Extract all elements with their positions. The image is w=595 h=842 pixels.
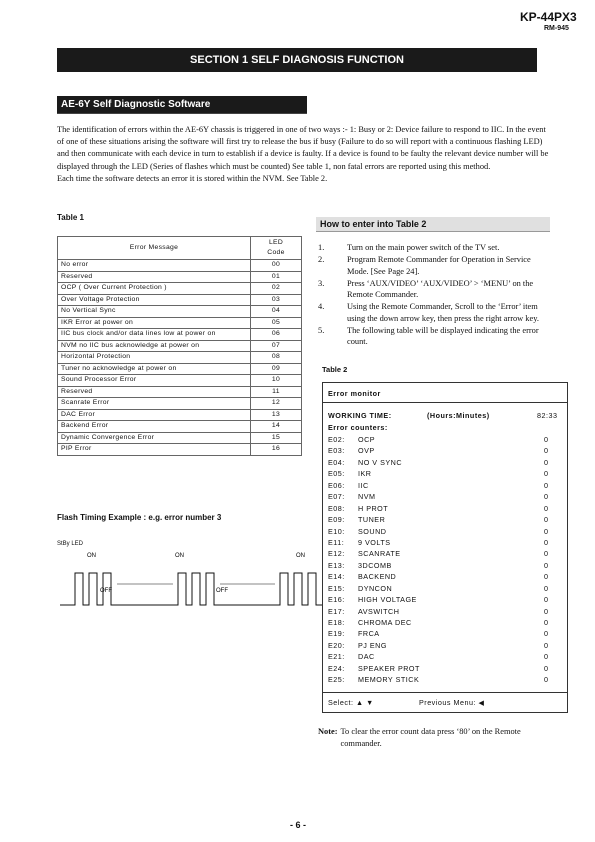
led-code-cell: 11 (251, 386, 302, 398)
error-code: E06: (328, 480, 345, 490)
error-code: E03: (328, 446, 345, 456)
error-count: 0 (544, 629, 549, 639)
previous-menu-hint (419, 698, 484, 707)
table-row (58, 260, 302, 272)
error-code: E05: (328, 469, 345, 479)
error-code: E16: (328, 595, 345, 605)
error-name: TUNER (358, 515, 386, 525)
page-number: - 6 - (290, 820, 307, 830)
remote-model: RM-945 (544, 25, 569, 32)
led-code-cell: 08 (251, 352, 302, 364)
step-number: 2. (318, 255, 325, 265)
error-message-cell: Dynamic Convergence Error (58, 432, 251, 444)
error-count: 0 (544, 572, 549, 582)
table-row (58, 294, 302, 306)
led-code-cell: 12 (251, 398, 302, 410)
how-to-steps (318, 242, 553, 349)
table1-label: Table 1 (57, 213, 84, 222)
error-count: 0 (544, 618, 549, 627)
error-count: 0 (544, 515, 549, 525)
error-counter-row (328, 606, 563, 617)
led-code-cell: 16 (251, 444, 302, 456)
error-code: E11: (328, 537, 345, 547)
error-counter-row (328, 491, 563, 502)
error-name: HIGH VOLTAGE (358, 595, 417, 605)
error-message-cell: PIP Error (58, 444, 251, 456)
hours-minutes-label: (Hours:Minutes) (427, 411, 490, 420)
error-code: E24: (328, 663, 345, 673)
monitor-divider (323, 692, 567, 693)
table2-label: Table 2 (322, 365, 348, 374)
led-code-cell: 00 (251, 260, 302, 272)
error-count: 0 (544, 583, 549, 593)
flash-timing-diagram (60, 548, 322, 610)
led-code-cell: 02 (251, 283, 302, 295)
error-message-cell: Over Voltage Protection (58, 294, 251, 306)
error-name: SPEAKER PROT (358, 663, 420, 673)
error-message-cell: Reserved (58, 386, 251, 398)
intro-text-2: Each time the software detects an error it is stored within the NVM. See Table 2. (57, 173, 328, 183)
error-code: E12: (328, 549, 345, 559)
error-name: DAC (358, 652, 375, 662)
led-code-cell: 10 (251, 375, 302, 387)
error-count: 0 (544, 492, 549, 502)
error-counter-row (328, 537, 563, 548)
error-counter-row (328, 434, 563, 445)
led-code-cell: 09 (251, 363, 302, 375)
error-counter-row (328, 583, 563, 594)
error-name: OVP (358, 446, 375, 456)
step-item (318, 301, 553, 324)
error-count: 0 (544, 526, 549, 536)
error-count: 0 (544, 640, 549, 650)
led-code-cell: 06 (251, 329, 302, 341)
note-text: To clear the error count data press ‘80’ on the Remote commander. (340, 727, 521, 748)
table1-header-led: LED (268, 239, 284, 246)
error-message-cell: Sound Processor Error (58, 375, 251, 387)
on-label-1: ON (87, 553, 96, 559)
error-name: MEMORY STICK (358, 675, 420, 685)
table-row (58, 317, 302, 329)
error-code: E10: (328, 526, 345, 536)
table-row (58, 306, 302, 318)
error-message-cell: OCP ( Over Current Protection ) (58, 283, 251, 295)
led-code-cell: 05 (251, 317, 302, 329)
table-row (58, 271, 302, 283)
error-code: E08: (328, 503, 345, 513)
table-row (58, 340, 302, 352)
error-counter-row (328, 628, 563, 639)
step-number: 3. (318, 278, 325, 288)
error-count: 0 (544, 537, 549, 547)
error-count: 0 (544, 663, 549, 673)
step-item (318, 278, 553, 301)
table-row (58, 444, 302, 456)
error-code: E15: (328, 583, 345, 593)
note (318, 726, 550, 749)
error-name: CHROMA DEC (358, 618, 412, 627)
table1-header-led-code (251, 237, 302, 260)
error-message-cell: No Vertical Sync (58, 306, 251, 318)
note-label: Note: (318, 727, 338, 736)
error-count: 0 (544, 595, 549, 605)
error-code: E20: (328, 640, 345, 650)
table1-header-message: Error Message (58, 237, 251, 260)
error-counter-row (328, 503, 563, 514)
error-name: DYNCON (358, 583, 393, 593)
error-counter-row (328, 526, 563, 537)
error-code: E09: (328, 515, 345, 525)
error-name: IIC (358, 480, 369, 490)
off-label-2: OFF (216, 588, 228, 594)
error-name: SOUND (358, 526, 387, 536)
error-code: E18: (328, 618, 345, 627)
table-row (58, 352, 302, 364)
error-count: 0 (544, 480, 549, 490)
error-code: E07: (328, 492, 345, 502)
error-name: 9 VOLTS (358, 537, 391, 547)
section-title: SECTION 1 SELF DIAGNOSIS FUNCTION (57, 48, 537, 72)
error-count: 0 (544, 457, 549, 467)
error-name: OCP (358, 435, 376, 444)
step-number: 1. (318, 243, 325, 252)
error-count: 0 (544, 675, 549, 685)
led-code-cell: 07 (251, 340, 302, 352)
step-number: 5. (318, 326, 325, 336)
subsection-title: AE-6Y Self Diagnostic Software (57, 96, 307, 113)
working-time-label: WORKING TIME: (328, 411, 392, 420)
error-name: FRCA (358, 629, 380, 639)
table-row (58, 421, 302, 433)
on-label-2: ON (175, 553, 184, 559)
intro-text: The identification of errors within the AE-6Y chassis is triggered in one of two ways :- 1: Busy or 2: Device failure to respond to IIC. In the event of one of these situations arising the software will first try to release the bus if busy (Failure to do so will report with a continuous flashing LED) and then communicate with each device in turn to establish if a device is faulty. If a device is found to be faulty the relevant device number will be displayed through the LED (Series of flashes which must be counted) See table 1, non fatal errors are reported using this method. (57, 125, 549, 171)
error-code: E17: (328, 606, 345, 616)
error-led-table (57, 236, 302, 456)
table-row (58, 375, 302, 387)
error-code: E21: (328, 652, 345, 662)
error-counter-row (328, 594, 563, 605)
error-count: 0 (544, 469, 549, 479)
error-message-cell: IIC bus clock and/or data lines low at power on (58, 329, 251, 341)
error-counter-row (328, 640, 563, 651)
error-code: E14: (328, 572, 345, 582)
error-message-cell: No error (58, 260, 251, 272)
table-row (58, 432, 302, 444)
error-counter-row (328, 617, 563, 628)
error-count: 0 (544, 560, 549, 570)
error-counter-row (328, 514, 563, 525)
on-label-3: ON (296, 553, 305, 559)
step-text: The following table will be displayed indicating the error count. (347, 326, 539, 347)
select-label: Select: (328, 698, 354, 707)
error-monitor-title: Error monitor (328, 389, 381, 398)
how-to-title: How to enter into Table 2 (316, 217, 550, 232)
monitor-divider (323, 402, 567, 403)
led-code-cell: 04 (251, 306, 302, 318)
error-counter-row (328, 560, 563, 571)
select-hint (328, 698, 374, 707)
table1-header-code: Code (267, 249, 285, 256)
error-monitor-screen (322, 382, 568, 713)
error-counter-row (328, 663, 563, 674)
error-count: 0 (544, 652, 549, 662)
step-text: Program Remote Commander for Operation in Service Mode. [See Page 24]. (347, 255, 531, 276)
subsection-rule (57, 113, 307, 114)
error-message-cell: Horizontal Protection (58, 352, 251, 364)
table-row (58, 329, 302, 341)
error-counter-row (328, 651, 563, 662)
step-number: 4. (318, 302, 325, 312)
error-counter-row (328, 468, 563, 479)
error-message-cell: DAC Error (58, 409, 251, 421)
step-item (318, 254, 553, 277)
error-count: 0 (544, 606, 549, 616)
up-down-arrow-icon: ▲ ▼ (355, 698, 374, 707)
led-code-cell: 03 (251, 294, 302, 306)
table-row (58, 386, 302, 398)
error-message-cell: Scanrate Error (58, 398, 251, 410)
error-name: PJ ENG (358, 640, 387, 650)
error-count: 0 (544, 446, 549, 456)
step-item (318, 325, 553, 348)
error-count: 0 (544, 549, 549, 559)
error-counter-row (328, 480, 563, 491)
error-message-cell: Backend Error (58, 421, 251, 433)
error-code: E02: (328, 435, 345, 444)
error-code: E13: (328, 560, 345, 570)
led-code-cell: 15 (251, 432, 302, 444)
step-text: Using the Remote Commander, Scroll to the ‘Error’ item using the down arrow key, then press the right arrow key. (347, 302, 539, 323)
table-row (58, 409, 302, 421)
flash-timing-title: Flash Timing Example : e.g. error number 3 (57, 513, 222, 522)
error-counter-row (328, 548, 563, 559)
table-row (58, 283, 302, 295)
left-arrow-icon: ◀ (478, 698, 485, 707)
error-name: IKR (358, 469, 372, 479)
error-count: 0 (544, 503, 549, 513)
error-counters-label: Error counters: (328, 423, 388, 432)
error-name: 3DCOMB (358, 560, 392, 570)
error-counter-row (328, 674, 563, 685)
step-item (318, 242, 553, 253)
error-message-cell: IKR Error at power on (58, 317, 251, 329)
step-text: Turn on the main power switch of the TV set. (347, 243, 500, 252)
error-code: E19: (328, 629, 345, 639)
error-code: E25: (328, 675, 345, 685)
led-code-cell: 01 (251, 271, 302, 283)
previous-menu-label: Previous Menu: (419, 698, 476, 707)
error-name: AVSWITCH (358, 606, 400, 616)
table-row (58, 398, 302, 410)
stby-led-label: StBy LED (57, 541, 84, 547)
led-code-cell: 13 (251, 409, 302, 421)
model-number: KP-44PX3 (520, 10, 577, 24)
led-code-cell: 14 (251, 421, 302, 433)
error-message-cell: Tuner no acknowledge at power on (58, 363, 251, 375)
error-count: 0 (544, 435, 549, 444)
error-name: BACKEND (358, 572, 397, 582)
working-time-value: 82:33 (537, 411, 558, 420)
error-name: SCANRATE (358, 549, 401, 559)
error-name: NVM (358, 492, 376, 502)
error-code: E04: (328, 457, 345, 467)
error-message-cell: Reserved (58, 271, 251, 283)
error-counter-row (328, 445, 563, 456)
step-text: Press ‘AUX/VIDEO’ ‘AUX/VIDEO’ > ‘MENU’ on the Remote Commander. (347, 278, 534, 300)
error-name: NO V SYNC (358, 457, 403, 467)
off-label-1: OFF (100, 588, 112, 594)
table-row (58, 363, 302, 375)
error-counter-row (328, 571, 563, 582)
error-message-cell: NVM no IIC bus acknowledge at power on (58, 340, 251, 352)
error-counter-row (328, 457, 563, 468)
intro-paragraph (57, 124, 549, 185)
error-counter-list (328, 434, 563, 686)
error-name: H PROT (358, 503, 389, 513)
